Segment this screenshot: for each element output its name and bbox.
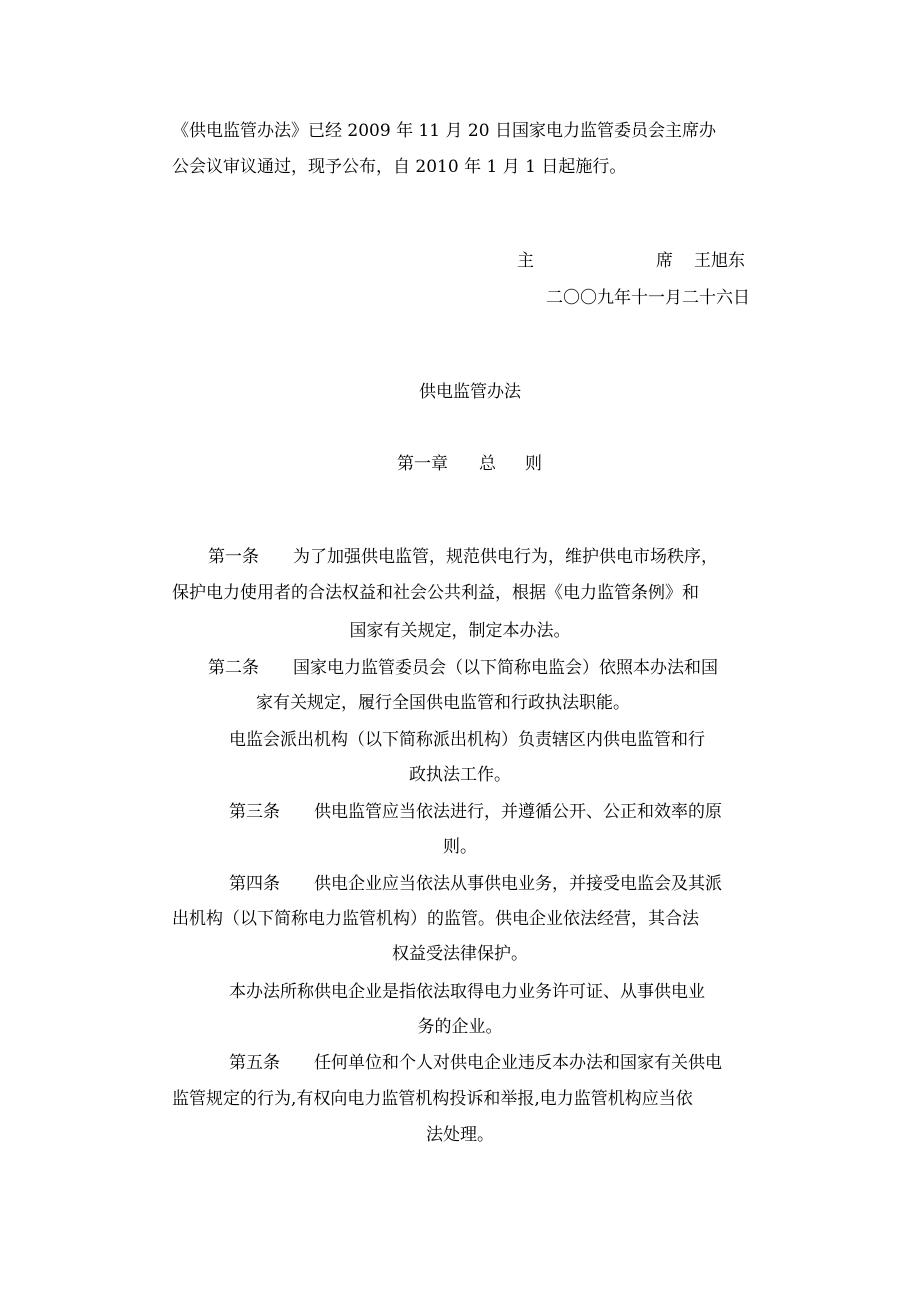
- chapter-number: 第一章: [397, 454, 448, 474]
- article-5-line-1: 第五条 任何单位和个人对供电企业违反本办法和国家有关供电: [229, 1053, 722, 1073]
- article-4-line-1: 第四条 供电企业应当依法从事供电业务，并接受电监会及其派: [229, 874, 722, 894]
- signature-date: 二〇〇九年十一月二十六日: [546, 288, 750, 308]
- promulgation-line-1: 《供电监管办法》已经 2009 年 11 月 20 日国家电力监管委员会主席办: [172, 121, 716, 141]
- article-5-line-3: 法处理。: [426, 1125, 494, 1145]
- document-title: 供电监管办法: [419, 382, 521, 402]
- article-4-paragraph-2-line-1: 本办法所称供电企业是指依法取得电力业务许可证、从事供电业: [229, 982, 705, 1002]
- article-2-paragraph-2-line-1: 电监会派出机构（以下简称派出机构）负责辖区内供电监管和行: [229, 730, 705, 750]
- article-2-line-2: 家有关规定，履行全国供电监管和行政执法职能。: [256, 693, 630, 713]
- article-2-line-1: 第二条 国家电力监管委员会（以下简称电监会）依照本办法和国: [208, 658, 718, 678]
- article-4-paragraph-2-line-2: 务的企业。: [417, 1017, 503, 1037]
- article-1-line-3: 国家有关规定，制定本办法。: [349, 621, 571, 641]
- article-1-line-1: 第一条 为了加强供电监管，规范供电行为，维护供电市场秩序，: [208, 547, 718, 567]
- signature-name: 王旭东: [694, 251, 745, 271]
- article-4-line-2: 出机构（以下简称电力监管机构）的监管。供电企业依法经营，其合法: [172, 909, 699, 929]
- chapter-name-char-2: 则: [525, 454, 542, 474]
- article-2-paragraph-2-line-2: 政执法工作。: [409, 765, 511, 785]
- article-5-line-2: 监管规定的行为,有权向电力监管机构投诉和举报,电力监管机构应当依: [172, 1089, 693, 1109]
- article-1-line-2: 保护电力使用者的合法权益和社会公共利益，根据《电力监管条例》和: [172, 583, 699, 603]
- signature-title-char-1: 主: [517, 251, 534, 271]
- article-3-line-1: 第三条 供电监管应当依法进行，并遵循公开、公正和效率的原: [229, 802, 722, 822]
- signature-title-char-2: 席: [656, 251, 673, 271]
- promulgation-line-2: 公会议审议通过，现予公布，自 2010 年 1 月 1 日起施行。: [172, 157, 627, 177]
- article-3-line-2: 则。: [443, 837, 477, 857]
- chapter-name-char-1: 总: [479, 454, 496, 474]
- article-4-line-3: 权益受法律保护。: [392, 944, 528, 964]
